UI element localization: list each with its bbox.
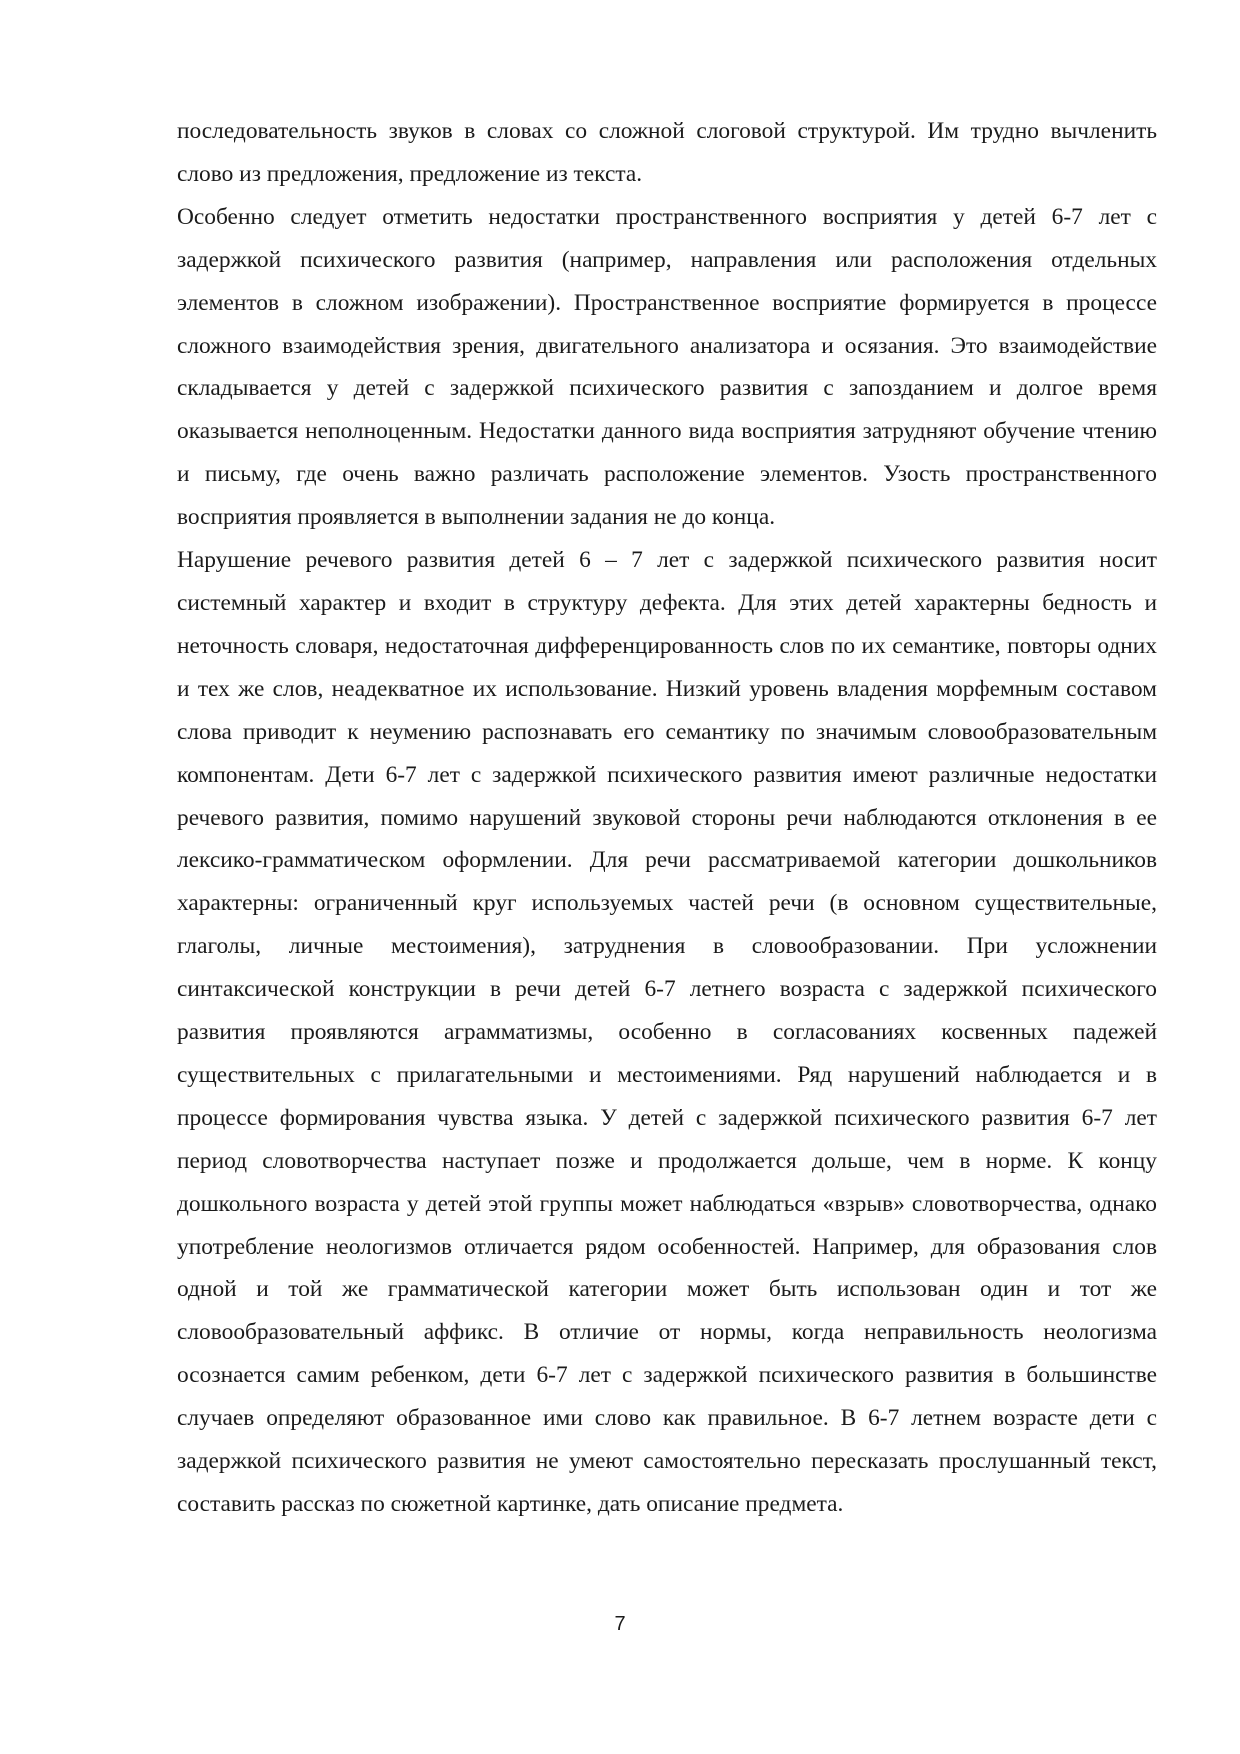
paragraph-speech-development: Нарушение речевого развития детей 6 – 7 лет с задержкой психического развития носит системный характер и входит в структуру дефекта. Для этих детей характерны бедность и неточность словаря, недостаточная дифференцированность слов по их семантике, повторы одних и тех же слов, неадекватное их использование. Низкий уровень владения морфемным составом слова приводит к неумению распознавать его семантику по значимым словообразовательным компонентам. Дети 6-7 лет с задержкой психического развития имеют различные недостатки речевого развития, помимо нарушений звуковой стороны речи наблюдаются отклонения в ее лексико-грамматическом оформлении. Для речи рассматриваемой категории дошкольников характерны: ограниченный круг используемых частей речи (в основном существительные, глаголы, личные местоимения), затруднения в словообразовании. При усложнении синтаксической конструкции в речи детей 6-7 летнего возраста с задержкой психического развития проявляются аграмматизмы, особенно в согласованиях косвенных падежей существительных с прилагательными и местоимениями. Ряд нарушений наблюдается и в процессе формирования чувства языка. У детей с задержкой психического развития 6-7 лет период словотворчества наступает позже и продолжается дольше, чем в норме. К концу дошкольного возраста у детей этой группы может наблюдаться «взрыв» словотворчества, однако употребление неологизмов отличается рядом особенностей. Например, для образования слов одной и той же грамматической категории может быть использован один и тот же словообразовательный аффикс. В отличие от нормы, когда неправильность неологизма осознается самим ребенком, дети 6-7 лет с задержкой психического развития в большинстве случаев определяют образованное ими слово как правильное. В 6-7 летнем возрасте дети с задержкой психического развития не умеют самостоятельно пересказать прослушанный текст, составить рассказ по сюжетной картинке, дать описание предмета. [177, 547, 1157, 1517]
body-text [177, 110, 1157, 1526]
page-number: 7 [614, 1613, 626, 1635]
paragraph-spatial-perception: Особенно следует отметить недостатки пространственного восприятия у детей 6-7 лет с задержкой психического развития (например, направления или расположения отдельных элементов в сложном изображении). Пространственное восприятие формируется в процессе сложного взаимодействия зрения, двигательного анализатора и осязания. Это взаимодействие складывается у детей с задержкой психического развития с запозданием и долгое время оказывается неполноценным. Недостатки данного вида восприятия затрудняют обучение чтению и письму, где очень важно различать расположение элементов. Узость пространственного восприятия проявляется в выполнении задания не до конца. [177, 203, 1157, 531]
paragraph-continuation: последовательность звуков в словах со сложной слоговой структурой. Им трудно вычленить слово из предложения, предложение из текста. [177, 118, 1157, 187]
